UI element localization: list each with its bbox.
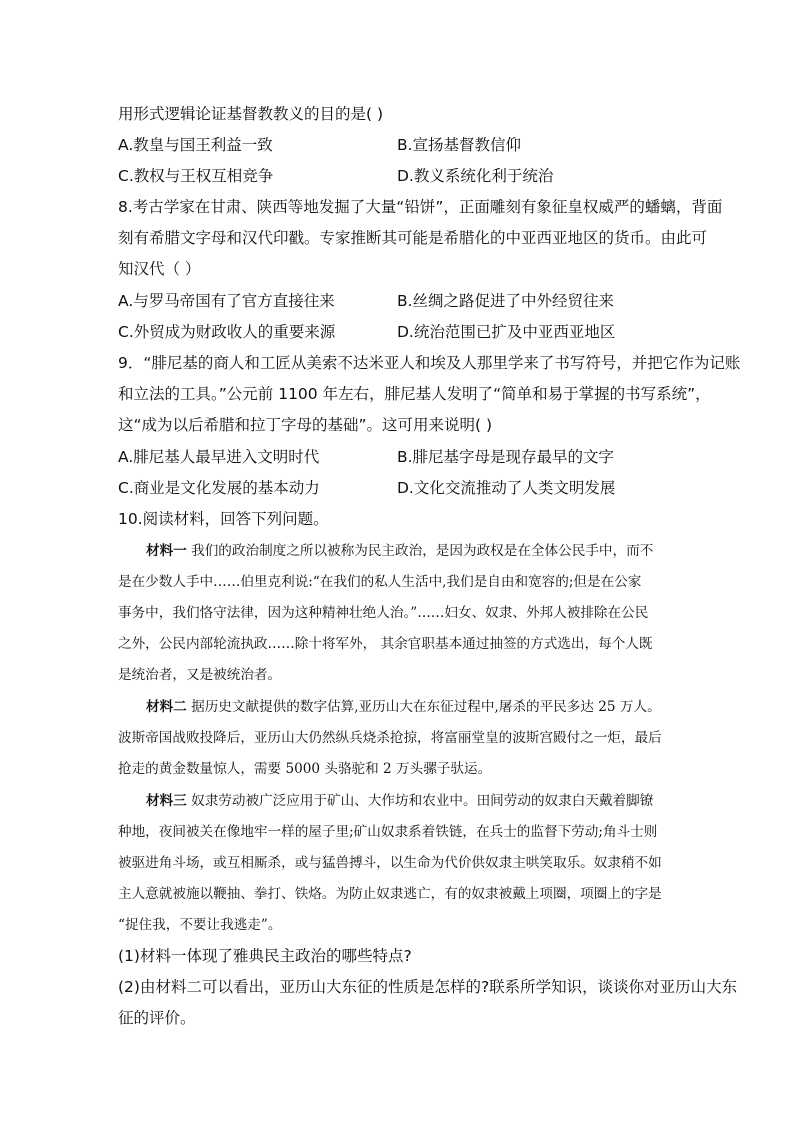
material-3-label: 材料三 (146, 793, 187, 809)
material-1-line5: 是统治者，又是被统治者。 (118, 667, 282, 683)
q10-subquestion-2-line2: 征的评价。 (118, 1009, 196, 1027)
material-2-line1: 材料二 据历史文献提供的数字估算,亚历山大在东征过程中,屠杀的平民多达 25 万人。 (146, 699, 661, 715)
q8-stem-line1: 8.考古学家在甘肃、陕西等地发掘了大量“铅饼”，正面雕刻有象征皇权威严的蟠螭，背面 (118, 198, 723, 216)
q8-stem-line2: 刻有希腊文字母和汉代印戳。专家推断其可能是希腊化的中亚西亚地区的货币。由此可 (118, 229, 708, 247)
material-2-line2: 波斯帝国战败投降后，亚历山大仍然纵兵烧杀抢掠，将富丽堂皇的波斯宫殿付之一炬，最后 (118, 730, 662, 746)
material-2-line3: 抢走的黄金数量惊人，需要 5000 头骆驼和 2 万头骡子驮运。 (118, 761, 492, 777)
material-2-label: 材料二 (146, 699, 187, 715)
q9-option-a: A.腓尼基人最早进入文明时代 (118, 448, 320, 466)
q8-option-d: D.统治范围已扩及中亚西亚地区 (397, 323, 616, 341)
q7-option-c: C.教权与王权互相竞争 (118, 167, 274, 185)
material-3-line4: 主人意就被施以鞭抽、拳打、铁烙。为防止奴隶逃亡，有的奴隶被戴上项圈，项圈上的字是 (118, 886, 662, 902)
q8-option-b: B.丝绸之路促进了中外经贸往来 (397, 292, 615, 310)
q7-stem: 用形式逻辑论证基督教教义的目的是( ) (118, 105, 384, 123)
material-1-line4: 之外，公民内部轮流执政……除十将军外， 其余官职基本通过抽签的方式选出，每个人既 (118, 636, 653, 652)
q10-stem: 10.阅读材料，回答下列问题。 (118, 510, 329, 528)
q10-subquestion-2-line1: (2)由材料二可以看出，亚历山大东征的性质是怎样的?联系所学知识，谈谈你对亚历山大东 (118, 978, 738, 996)
q9-stem-line2: 和立法的工具。”公元前 1100 年左右，腓尼基人发明了“简单和易于掌握的书写系统”， (118, 385, 711, 403)
q8-option-c: C.外贸成为财政收人的重要来源 (118, 323, 336, 341)
material-1-line1: 材料一 我们的政治制度之所以被称为民主政治，是因为政权是在全体公民手中，而不 (146, 543, 654, 559)
q7-option-a: A.教皇与国王利益一致 (118, 136, 273, 154)
material-1-line3: 事务中，我们恪守法律，因为这种精神壮绝人治。”……妇女、奴隶、外邦人被排除在公民 (118, 605, 649, 621)
q7-option-b: B.宣扬基督教信仰 (397, 136, 522, 154)
q9-option-d: D.文化交流推动了人类文明发展 (397, 479, 616, 497)
q8-option-a: A.与罗马帝国有了官方直接往来 (118, 292, 335, 310)
material-3-line1: 材料三 奴隶劳动被广泛应用于矿山、大作坊和农业中。田间劳动的奴隶白天戴着脚镣 (146, 793, 654, 809)
material-1-line2: 是在少数人手中……伯里克利说:“在我们的私人生活中,我们是自由和宽容的;但是在公家 (118, 574, 642, 590)
material-1-label: 材料一 (146, 543, 187, 559)
q8-stem-line3: 知汉代（ ） (118, 260, 201, 278)
material-3-line3: 被驱进角斗场，或互相厮杀，或与猛兽搏斗，以生命为代价供奴隶主哄笑取乐。奴隶稍不如 (118, 855, 662, 871)
material-3-line5: “捉住我，不要让我逃走”。 (118, 917, 282, 933)
q9-option-b: B.腓尼基字母是现存最早的文字 (397, 448, 615, 466)
q9-stem-line3: 这“成为以后希腊和拉丁字母的基础”。这可用来说明( ) (118, 416, 493, 434)
q7-option-d: D.教义系统化利于统治 (397, 167, 554, 185)
material-3-line2: 种地，夜间被关在像地牢一样的屋子里;矿山奴隶系着铁链，在兵士的监督下劳动;角斗士则 (118, 824, 658, 840)
q10-subquestion-1: (1)材料一体现了雅典民主政治的哪些特点? (118, 947, 412, 965)
q9-option-c: C.商业是文化发展的基本动力 (118, 479, 320, 497)
q9-stem-line1: 9．“腓尼基的商人和工匠从美索不达米亚人和埃及人那里学来了书写符号，并把它作为记账 (118, 354, 741, 372)
